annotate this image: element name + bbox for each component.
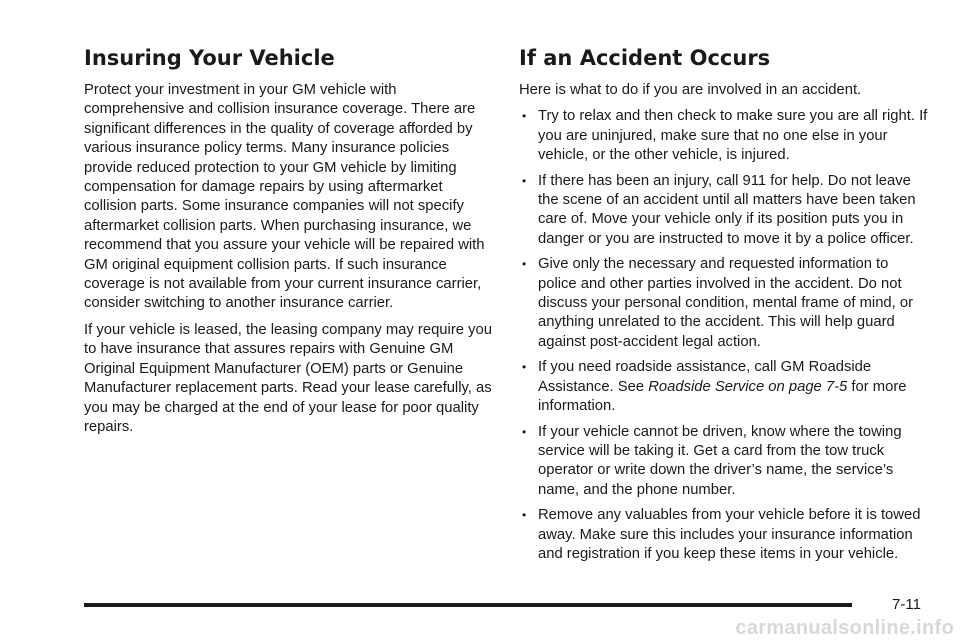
list-item-roadside <box>519 358 931 416</box>
right-column <box>519 44 931 570</box>
roadside-service-reference: Roadside Service on page 7-5 <box>648 378 848 395</box>
bullet-icon: • <box>522 360 527 375</box>
watermark-logo: carmanualsonline.info <box>735 617 954 639</box>
bullet-icon: • <box>522 508 527 523</box>
list-item <box>519 107 931 165</box>
roadside-text-before: If you need roadside assistance, call GM Roadside Assistance. See <box>538 359 872 395</box>
bullet-icon: • <box>522 173 527 188</box>
bullet-icon: • <box>522 424 527 439</box>
list-item-text: Give only the necessary and requested information to police and other parties involved in the accident. Do not discuss your personal condition, mental frame of mind, or anything unrelated to the accident. This will help guard against post-accident legal action. <box>538 256 914 350</box>
list-item <box>519 172 931 250</box>
accident-steps-list <box>519 107 931 564</box>
insuring-paragraph-1: Protect your investment in your GM vehicle with comprehensive and collision insurance coverage. There are significant differences in the quality of coverage afforded by various insurance policy terms. Many insurance policies provide reduced protection to your GM vehicle by limiting compensation for damage repairs by using aftermarket collision parts. Some insurance companies will not specify aftermarket collision parts. When purchasing insurance, we recommend that you assure your vehicle will be repaired with GM original equipment collision parts. If such insurance coverage is not available from your current insurance carrier, consider switching to another insurance carrier. <box>84 82 485 312</box>
list-item <box>519 255 931 352</box>
insuring-paragraph-2: If your vehicle is leased, the leasing company may require you to have insurance that assures repairs with Genuine GM Original Equipment Manufacturer (OEM) parts or Genuine Manufacturer replacement parts. Read your lease carefully, as you may be charged at the end of your lease for poor quality repairs. <box>84 321 492 435</box>
bullet-icon: • <box>522 109 527 124</box>
accident-intro: Here is what to do if you are involved in an accident. <box>519 82 862 98</box>
bullet-icon: • <box>522 257 527 272</box>
list-item-text: Remove any valuables from your vehicle before it is towed away. Make sure this includes your insurance information and registration if you keep these items in your vehicle. <box>538 507 921 562</box>
section-title-insuring: Insuring Your Vehicle <box>84 46 335 70</box>
list-item <box>519 506 931 564</box>
left-column <box>84 44 494 444</box>
list-item-text: If there has been an injury, call 911 for help. Do not leave the scene of an accident until all matters have been taken care of. Move your vehicle only if its position puts you in danger or you are instructed to move it by a police officer. <box>538 172 916 247</box>
list-item-text: Try to relax and then check to make sure you are all right. If you are uninjured, make sure that no one else in your vehicle, or the other vehicle, is injured. <box>538 108 928 164</box>
footer-rule <box>84 603 852 607</box>
section-title-accident: If an Accident Occurs <box>519 46 771 70</box>
page-number: 7-11 <box>892 596 921 613</box>
roadside-text-after: for more information. <box>538 378 907 415</box>
list-item-text: If your vehicle cannot be driven, know where the towing service will be taking it. Get a card from the tow truck operator or write down the driver’s name, the service’s name, and the phone number. <box>538 423 902 498</box>
list-item <box>519 423 931 501</box>
